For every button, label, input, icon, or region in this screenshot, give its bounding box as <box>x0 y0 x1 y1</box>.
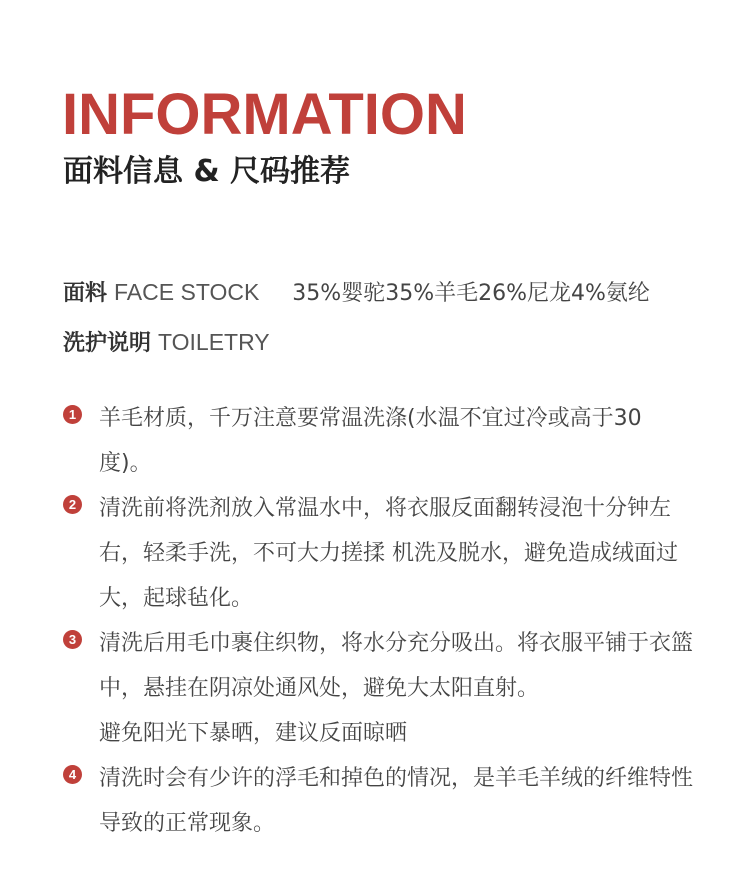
care-label-en: TOILETRY <box>158 329 270 355</box>
page-title: INFORMATION <box>62 82 467 147</box>
page-subtitle: 面料信息 & 尺码推荐 <box>63 154 351 189</box>
list-item <box>63 621 693 756</box>
list-item <box>63 486 693 621</box>
number-badge-icon: 3 <box>63 630 82 649</box>
list-item <box>63 396 693 486</box>
care-item-text: 清洗后用毛巾裹住织物，将水分充分吸出。将衣服平铺于衣篮中，悬挂在阴凉处通风处，避免大太阳直射。 <box>99 631 694 701</box>
care-item-text: 羊毛材质，千万注意要常温洗涤(水温不宜过冷或高于30度)。 <box>99 406 642 476</box>
care-spec <box>63 327 270 359</box>
list-item <box>63 756 693 846</box>
fabric-label: 面料 <box>63 281 108 306</box>
number-badge-icon: 1 <box>63 405 82 424</box>
care-item-extra-text: 避免阳光下暴晒，建议反面晾晒 <box>99 721 408 746</box>
care-label: 洗护说明 <box>63 331 152 356</box>
fabric-spec <box>63 277 650 309</box>
fabric-value: 35%婴驼35%羊毛26%尼龙4%氨纶 <box>292 281 650 306</box>
fabric-label-en: FACE STOCK <box>114 279 260 305</box>
care-instructions-list <box>63 396 693 846</box>
care-item-text: 清洗前将洗剂放入常温水中，将衣服反面翻转浸泡十分钟左右，轻柔手洗，不可大力搓揉 机洗及脱水，避免造成绒面过大，起球毡化。 <box>99 496 678 611</box>
number-badge-icon: 2 <box>63 495 82 514</box>
number-badge-icon: 4 <box>63 765 82 784</box>
care-item-text: 清洗时会有少许的浮毛和掉色的情况，是羊毛羊绒的纤维特性导致的正常现象。 <box>99 766 694 836</box>
